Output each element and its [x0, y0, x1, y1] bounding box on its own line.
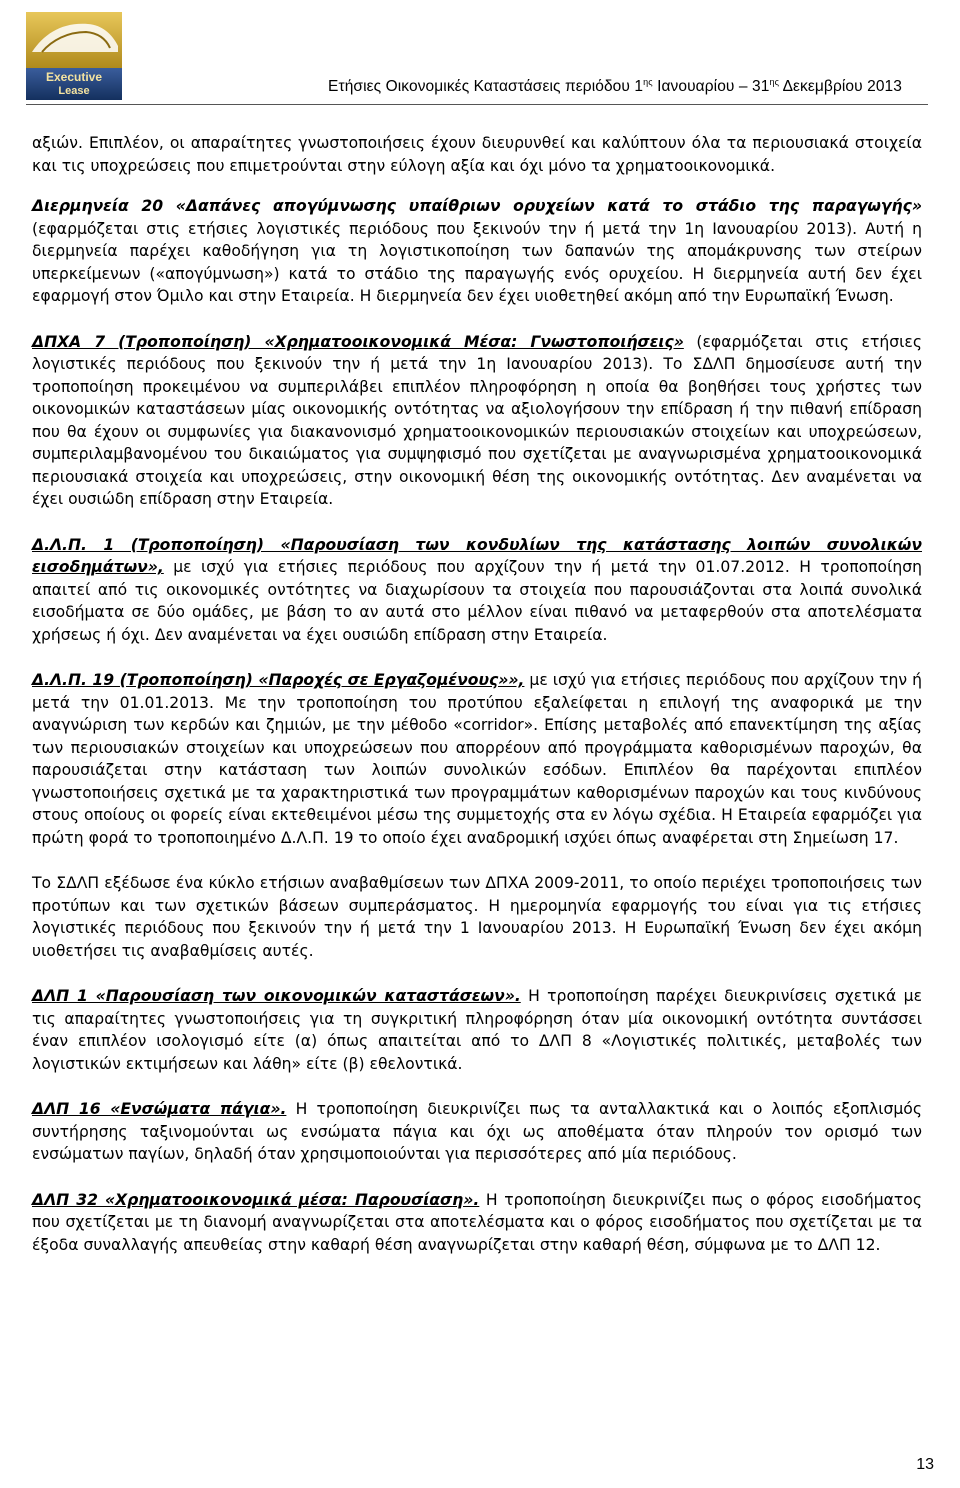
paragraph-ias-1: Δ.Λ.Π. 1 (Τροποποίηση) «Παρουσίαση των κονδυλίων της κατάστασης λοιπών συνολικών εισοδημάτων», με ισχύ για ετήσιες περιόδους που αρχίζουν την ή μετά την 01.07.2012. Η τροποποίηση απαιτεί από τις οικονομικές οντότητες να διαχωρίσουν τα στοιχεία που παρουσιάζονται στα λοιπά συνολικά εισοδήματα σε δύο ομάδες, με βάση το αν αυτά στο μέλλον είναι πιθανό να μεταφερθούν στα αποτελέσματα χρήσεως ή όχι. Δεν αναμένεται να έχει ουσιώδη επίδραση στην Εταιρεία.: [32, 535, 922, 644]
document-body: [32, 132, 922, 1279]
paragraph-ias-32: ΔΛΠ 32 «Χρηματοοικονομικά μέσα: Παρουσίαση». Η τροποποίηση διευκρινίζει πως ο φόρος εισοδήματος που σχετίζεται με τη διανομή αναγνωρίζεται στα αποτελέσματα και ο φόρος εισοδήματος που σχετίζεται με τα έξοδα συναλλαγής απευθείας στην καθαρή θέση αναγνωρίζεται στην καθαρή θέση, σύμφωνα με το ΔΛΠ 12.: [32, 1190, 922, 1254]
header-divider: [26, 104, 928, 105]
page-header: [0, 0, 960, 112]
paragraph-ias-1-presentation: ΔΛΠ 1 «Παρουσίαση των οικονομικών καταστάσεων». Η τροποποίηση παρέχει διευκρινίσεις σχετικά με τις απαραίτητες γνωστοποιήσεις για τη συγκριτική πληροφόρηση όταν μία οικονομική οντότητα συντάσσει έναν επιπλέον ισολογισμό είτε (α) όπως απαιτείται από το ΔΛΠ 8 «Λογιστικές πολιτικές, μεταβολές των λογιστικών εκτιμήσεων και λάθη» είτε (β) εθελοντικά.: [32, 987, 922, 1073]
paragraph-ifric-20: Διερμηνεία 20 «Δαπάνες απογύμνωσης υπαίθριων ορυχείων κατά το στάδιο της παραγωγής» (εφαρμόζεται στις ετήσιες λογιστικές περιόδους που ξεκινούν την ή μετά την 1η Ιανουαρίου 2013). Αυτή η διερμηνεία παρέχει καθοδήγηση για τη λογιστικοποίηση των δαπανών της απομάκρυνσης των στείρων υπερκείμενων («απογύμνωση») κατά το στάδιο της παραγωγής ενός ορυχείου. Η διερμηνεία αυτή δεν έχει εφαρμογή στον Όμιλο και στην Εταιρεία. Η διερμηνεία δεν έχει υιοθετηθεί ακόμη από την Ευρωπαϊκή Ένωση.: [32, 197, 922, 305]
heading-ias-1: Δ.Λ.Π. 1 (Τροποποίηση) «Παρουσίαση των κονδυλίων της κατάστασης λοιπών συνολικών εισοδημάτων»,: [32, 535, 922, 576]
car-logo-icon: [26, 12, 122, 100]
heading-ias-19: Δ.Λ.Π. 19 (Τροποποίηση) «Παροχές σε Εργαζομένους»»,: [32, 671, 525, 689]
paragraph-annual-improvements: Το ΣΔΛΠ εξέδωσε ένα κύκλο ετήσιων αναβαθμίσεων των ΔΠΧΑ 2009-2011, το οποίο περιέχει τροποποιήσεις των προτύπων και των σχετικών βάσεων συμπεράσματος. Η ημερομηνία εφαρμογής του είναι για τις ετήσιες λογιστικές περιόδους που ξεκινούν την ή μετά την 1 Ιανουαρίου 2013. Η Ευρωπαϊκή Ένωση δεν έχει ακόμη υιοθετήσει τις αναβαθμίσεις αυτές.: [32, 874, 922, 960]
logo-line2: Lease: [58, 85, 90, 97]
paragraph-ias-16: ΔΛΠ 16 «Ενσώματα πάγια». Η τροποποίηση διευκρινίζει πως τα ανταλλακτικά και ο λοιπός εξοπλισμός συντήρησης ταξινομούνται ως ενσώματα πάγια και όχι ως αποθέματα όταν πληρούν τον ορισμό των ενσώματων παγίων, δηλαδή όταν χρησιμοποιούνται για περισσότερες από μία περιόδους.: [32, 1100, 922, 1163]
heading-ias-1-presentation: ΔΛΠ 1 «Παρουσίαση των οικονομικών καταστάσεων».: [32, 987, 521, 1005]
paragraph-ifrs-7: ΔΠΧΑ 7 (Τροποποίηση) «Χρηματοοικονομικά Μέσα: Γνωστοποιήσεις» (εφαρμόζεται στις ετήσιες λογιστικές περιόδους που ξεκινούν την ή μετά την 1η Ιανουαρίου 2013). Το ΣΔΛΠ δημοσίευσε αυτή την τροποποίηση προκειμένου να συμπεριλάβει επιπλέον πληροφόρηση η οποία θα βοηθήσει τους χρήστες των οικονομικών καταστάσεων μίας οικονομικής οντότητας να αξιολογήσουν την επίδραση ή την πιθανή επίδραση που θα έχουν οι συμφωνίες για διακανονισμό χρηματοοικονομικών περιουσιακών στοιχείων και υποχρεώσεων, συμπεριλαμβανομένου του δικαιώματος για συμψηφισμό που σχετίζεται με αναγνωρισμένα χρηματοοικονομικά περιουσιακά στοιχεία και υποχρεώσεις, στην οικονομική θέση της οικονομικής οντότητας. Δεν αναμένεται να έχει ουσιώδη επίδραση στην Εταιρεία.: [32, 332, 922, 508]
heading-ias-16: ΔΛΠ 16 «Ενσώματα πάγια».: [32, 1100, 287, 1118]
executive-lease-logo: [26, 12, 122, 100]
document-title: Ετήσιες Οικονομικές Καταστάσεις περιόδου $1^{\eta\varsigma}$ Ιανουαρίου – $31^{\eta\varsigma}$ Δεκεμβρίου 2013: [328, 77, 902, 96]
heading-ias-32: ΔΛΠ 32 «Χρηματοοικονομικά μέσα: Παρουσίαση».: [32, 1190, 480, 1209]
heading-ifric-20: Διερμηνεία 20 «Δαπάνες απογύμνωσης υπαίθριων ορυχείων κατά το στάδιο της παραγωγής»: [32, 197, 922, 215]
heading-ifrs-7: ΔΠΧΑ 7 (Τροποποίηση) «Χρηματοοικονομικά Μέσα: Γνωστοποιήσεις»: [32, 332, 684, 351]
paragraph-ias-19: Δ.Λ.Π. 19 (Τροποποίηση) «Παροχές σε Εργαζομένους»», με ισχύ για ετήσιες περιόδους που αρχίζουν την ή μετά την 01.01.2013. Με την τροποποίηση του προτύπου εξαλείφεται η επιλογή της αναφορικά με την αναγνώριση των κερδών και ζημιών, με την μέθοδο «corridor». Επίσης μεταβολές από επανεκτίμηση της αξίας των περιουσιακών στοιχείων και υποχρεώσεων που απορρέουν από προγράμματα καθορισμένων παροχών, θα παρουσιάζεται στην κατάσταση των λοιπών συνολικών εσόδων. Επιπλέον θα παρέχονται επιπλέον γνωστοποιήσεις σχετικά με τα χαρακτηριστικά των προγραμμάτων καθορισμένων παροχών και τους κινδύνους στους οποίους οι φορείς είναι εκτεθειμένοι μέσω της συμμετοχής στα εν λόγω σχέδια. Η Εταιρεία εφαρμόζει για πρώτη φορά το τροποποιημένο Δ.Λ.Π. 19 το οποίο έχει αναδρομική ισχύει όπως αναφέρεται στη Σημείωση 17.: [32, 671, 923, 847]
logo-line1: Executive: [45, 70, 103, 84]
page-number: 13: [916, 1456, 934, 1473]
paragraph-1: αξιών. Επιπλέον, οι απαραίτητες γνωστοποιήσεις έχουν διευρυνθεί και καλύπτουν όλα τα περιουσιακά στοιχεία και τις υποχρεώσεις που επιμετρούνται στην εύλογη αξία και όχι μόνο τα χρηματοοικονομικά.: [32, 134, 922, 175]
